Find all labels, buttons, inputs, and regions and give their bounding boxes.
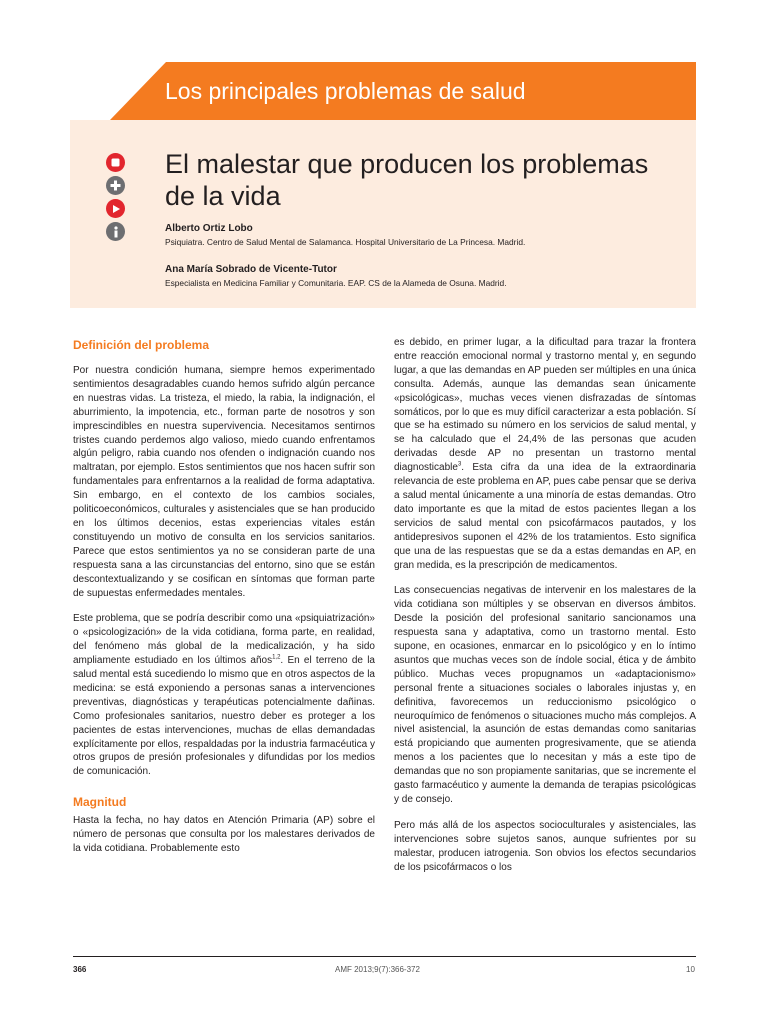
paragraph: Pero más allá de los aspectos socioculturales y asistenciales, las intervenciones sobre sujetos sanos, aunque sufrientes por su malestar, producen iatrogenia. Son obvios los efectos secundarios de los psicofármacos o los <box>394 819 696 873</box>
footer-rule <box>73 956 696 957</box>
author-name-1: Alberto Ortiz Lobo <box>165 223 253 234</box>
body-column-left <box>73 336 375 856</box>
paragraph: Las consecuencias negativas de intervenir en los malestares de la vida cotidiana son múltiples y se observan en diversos ámbitos. Desde la posición del profesional sanitario sancionamos una respuesta sana y adaptativa, como un trastorno mental. Esto supone, en ocasiones, enmarcar en lo psicológico y en lo íntimo asuntos que muchas veces son de índole social, ética y de ámbito público. Muchas veces propugnamos un «adaptacionismo» personal frente a situaciones sociales o laborales injustas y, en definitiva, favorecemos un reduccionismo psicológico o neuroquímico de fenómenos o situaciones mucho más complejos. A nivel asistencial, la asunción de estas demandas como sanitarias está propiciando que aumenten progresivamente, que se atienda menos a los pacientes que lo necesitan y más a este tipo de demandas que no son propiamente sanitarias, que se incremente el gasto farmacéutico y aumente la demanda de terapias psicológicas y de consejo. <box>394 585 696 805</box>
section-title: Los principales problemas de salud <box>165 78 526 104</box>
paragraph: Este problema, que se podría describir como una «psiquiatrización» o «psicologización» de la vida cotidiana, forma parte, en realidad, del fenómeno más global de la medicalización, y ha sido ampliamente estudiado en los últimos años$^{1,2}$. En el terreno de la salud mental está sucediendo lo mismo que en otros aspectos de la medicina: se está exponiendo a personas sanas a intervenciones preventivas, diagnósticas y terapéuticas potencialmente dañinas. Como profesionales sanitarios, nuestro deber es proteger a los pacientes de estas intervenciones, muchas de ellas demandadas explícitamente por ellos, respaldadas por la industria farmacéutica y otros grupos de presión profesionales y difundidas por los medios de comunicación. <box>73 613 375 778</box>
page-number: 366 <box>73 965 87 974</box>
section-heading-definicion: Definición del problema <box>73 338 210 352</box>
body-column-right <box>394 336 696 875</box>
author-name-2: Ana María Sobrado de Vicente-Tutor <box>165 264 337 275</box>
paragraph: Por nuestra condición humana, siempre hemos experimentado sentimientos desagradables cuando hemos sufrido algún percance en nuestras vidas. La tristeza, el miedo, la rabia, la indignación, el aburrimiento, la impotencia, etc., forman parte de nosotros y son imprescindibles en nuestra supervivencia. Necesitamos sentirnos tristes cuando perdemos algo valioso, miedo cuando enfrentamos algún peligro, rabia cuando nos ofenden o indignación cuando nos maltratan, por ejemplo. Estos sentimientos que nos hacen sufrir son fundamentales para enfrentarnos a la realidad de forma adaptativa. Sin embargo, en el contexto de los cambios sociales, politicoeconómicos, culturales y asistenciales que se han producido en los últimos decenios, estas experiencias vitales están constituyendo un motivo de consulta en los servicios sanitarios. Parece que estos sentimientos ya no se consideran parte de una respuesta sana a las circunstancias del entorno, sino que se están descontextualizando y se cosifican en síntomas que forman parte de supuestas enfermedades mentales. <box>73 365 375 599</box>
plus-icon[interactable] <box>106 176 125 195</box>
section-heading-magnitud: Magnitud <box>73 795 127 810</box>
citation-ref: 3 <box>457 461 462 468</box>
author-affiliation-2: Especialista en Medicina Familiar y Comunitaria. EAP. CS de la Alameda de Osuna. Madrid. <box>165 278 507 288</box>
stop-icon[interactable] <box>106 153 125 172</box>
footer-number: 10 <box>686 965 695 974</box>
citation-ref: 1,2 <box>272 654 281 661</box>
journal-citation: AMF 2013;9(7):366-372 <box>335 965 420 974</box>
side-icon-bar <box>106 153 126 245</box>
paragraph: es debido, en primer lugar, a la dificultad para trazar la frontera entre reacción emocional normal y trastorno mental y, en segundo lugar, a que las demandas en AP pueden ser múltiples en una única consulta. Además, aunque las demandas sean únicamente «psicológicas», muchas veces vienen disfrazadas de síntomas somáticos, por lo que es muy difícil caracterizar a esta población. Sí que se ha estimado su número en los servicios de salud mental, y se ha calculado que el 24,4% de las personas que acuden derivadas desde AP no presentan un trastorno mental diagnosticable$^3$. Esta cifra da una idea de la extraordinaria relevancia de este problema en AP, pues cabe pensar que se deriva a salud mental únicamente a una minoría de estas demandas. Otro dato importante es que la mitad de estos pacientes llegan a los servicios de salud mental con psicofármacos pautados, y los antidepresivos suponen el 42% de los tratamientos. Esto significa que una de las respuestas que se da a estas demandas en AP, en gran medida, es la prescripción de medicamentos. <box>394 337 696 571</box>
info-icon[interactable] <box>106 222 125 241</box>
article-title: El malestar que producen los problemas de la vida <box>165 149 649 211</box>
paragraph: Hasta la fecha, no hay datos en Atención Primaria (AP) sobre el número de personas que consulta por los malestares derivados de la vida cotidiana. Probablemente esto <box>73 815 375 855</box>
play-icon[interactable] <box>106 199 125 218</box>
author-affiliation-1: Psiquiatra. Centro de Salud Mental de Salamanca. Hospital Universitario de La Princesa. Madrid. <box>165 237 526 247</box>
